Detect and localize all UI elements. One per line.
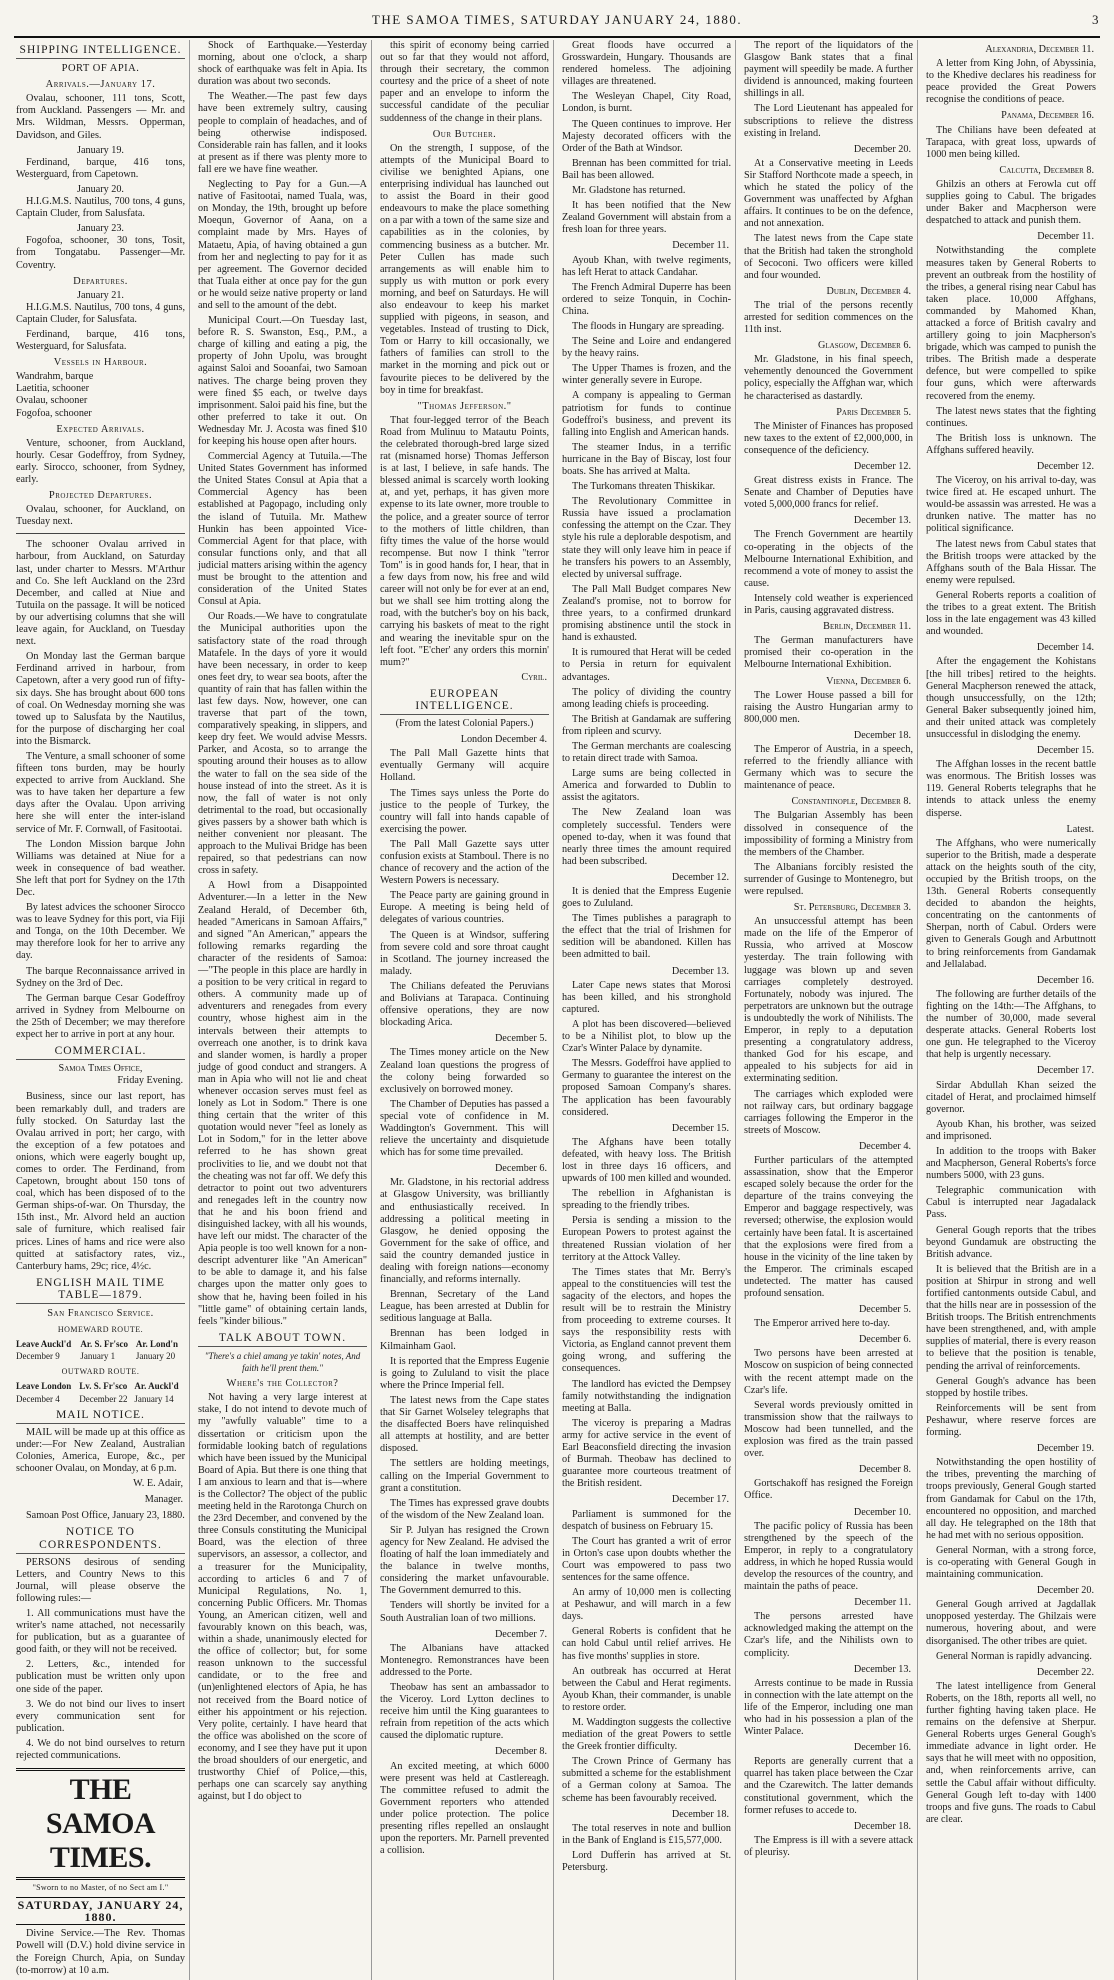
- correspondents-rule: PERSONS desirous of sending Letters, and Country News to this Journal, will please observe the following rules:—: [16, 1556, 185, 1604]
- local-news-paragraph: A Howl from a Disappointed Adventurer.—In a letter in the New Zealand Herald, of December 6th, headed "Americans in Samoan Affairs," and signed "An American," appears the following remarks regarding the character of the residents of Samoa:—"The people in this place are hardly in a position to be very critical in regard to others. A community made up of adventurers and renegades from every country, whose highest aim in the intervals between their attempts to overreach one another, is to drink kava and slander women, is hardly a proper judge of good conduct and strangers. A man in Apia who will not lie and cheat whenever occasion serves must feel as lonely as Lot in Sodom." There is one thing certain that the writer of this quotation would never "feel as lonely as Lot in Sodom," for in the letter above referred to he has shown great proclivities to lie, and we doubt not that the cheating was not far off. We defy this detractor to point out two adventurers and renegades left in the country now that he and his boon friend and disinguished lackey, with all his wounds, have left our midst. The character of the Apia people is too well known for a non-descript adventurer like "An American" to be able to damage it, and his false charges upon the matter only goes to show that he, having been foiled in his "little game" of obtaining certain lands, feels "kinder bilious.": [198, 880, 367, 1327]
- news-item: The Chilians have been defeated at Tarapaca, with great loss, upwards of 1000 men being killed.: [926, 124, 1096, 160]
- news-item: The Affghan losses in the recent battle was enormous. The British losses was 119. General Roberts telegraphs that he intends to attack unless the enemy disperse.: [926, 759, 1096, 819]
- news-item: Large sums are being collected in America and forwarded to Dublin to assist the agitators.: [562, 768, 731, 804]
- date-line: December 8.: [858, 1464, 911, 1476]
- news-item: Mr. Gladstone, in his final speech, vehemently denounced the Government policy, especially the Affghan war, which he characterised as dastardly.: [744, 354, 913, 402]
- arrival-entry: H.I.G.M.S. Nautilus, 700 tons, 4 guns, Captain Cluder, from Salusfata.: [16, 196, 185, 220]
- news-item: The settlers are holding meetings, calling on the Imperial Government to grant a constitution.: [380, 1458, 549, 1494]
- departure-entry: H.I.G.M.S. Nautilus, 700 tons, 4 guns, Captain Cluder, for Salusfata.: [16, 301, 185, 325]
- outward-table: [16, 1380, 185, 1404]
- news-item: The Albanians have attacked Montenegro. Remonstrances have been addressed to the Porte.: [380, 1642, 549, 1678]
- news-item: The Pall Mall Gazette says utter confusion exists at Stamboul. There is no chance of recovery and the action of the Western Powers is necessary.: [380, 838, 549, 887]
- local-news-paragraph: Neglecting to Pay for a Gun.—A native of Fasitootai, named Tuala, was, on Monday, the 19th, brought up before Moequn, Governor of Aana, on a complaint made by Mrs. Hayes of Mataetu, Apia, of having obtained a gun from her and neglecting to pay for it as per agreement. The Governor decided that Tuala either at once pay for the gun or he would seize native property or land and sell to the amount of the debt.: [198, 179, 367, 311]
- correspondents-heading: NOTICE TO CORRESPONDENTS.: [16, 1526, 185, 1553]
- news-item: The carriages which exploded were not railway cars, but ordinary baggage carriages following the Emperor in the streets of Moscow.: [744, 1088, 913, 1136]
- arrival-entry: Fogofoa, schooner, 30 tons, Tosit, from Tongatabu. Passenger—Mr. Coventry.: [16, 235, 185, 271]
- shipping-paragraph: The barque Reconnaissance arrived in Sydney on the 3rd of Dec.: [16, 965, 185, 989]
- date-line: December 13.: [853, 515, 911, 527]
- news-item: The Queen continues to improve. Her Majesty decorated officers with the Order of the Bath at Windsor.: [562, 118, 731, 154]
- news-item: The British at Gandamak are suffering from ripleen and scurvy.: [562, 713, 731, 737]
- date-line: December 13.: [853, 1663, 911, 1675]
- commercial-heading: COMMERCIAL.: [16, 1045, 185, 1060]
- date-line: December 22.: [1036, 1666, 1094, 1678]
- news-item: Notwithstanding the open hostility of the tribes, preventing the marching of troops previously, General Gough started from Gandamak for Cabul on the 17th, encountered no opposition, and marched all day. He telegraphed on the 18th that he had met with no serious opposition.: [926, 1457, 1096, 1541]
- news-item: The Times publishes a paragraph to the effect that the trial of Irishmen for sedition will be abandoned. Killen has been admitted to bail.: [562, 913, 731, 961]
- news-item: At a Conservative meeting in Leeds Sir Stafford Northcote made a speech, in which he stated the policy of the Government was unaffected by Afghan affairs. It continues to be on the defence, and not annexation.: [744, 157, 913, 230]
- date-line: January 21.: [77, 289, 124, 301]
- butcher-heading: Our Butcher.: [432, 128, 497, 140]
- news-item: The Empress is ill with a severe attack of pleurisy.: [744, 1834, 913, 1858]
- date-line: December 14.: [1036, 642, 1094, 654]
- homeward-heading: HOMEWARD ROUTE.: [57, 1325, 144, 1335]
- news-item: It is rumoured that Herat will be ceded to Persia in return for equivalent advantages.: [562, 647, 731, 683]
- shipping-heading: SHIPPING INTELLIGENCE.: [16, 44, 185, 59]
- date-line: December 7.: [494, 1628, 547, 1640]
- date-line: December 11.: [854, 1597, 911, 1609]
- news-item: The British loss is unknown. The Affghans suffered heavily.: [926, 432, 1096, 456]
- commercial-paragraph: Business, since our last report, has been remarkably dull, and traders are fully stocked. On Saturday last the Ovalau arrived in port; her cargo, with the exception of a few potatoes and onions, which were eagerly bought up, comes to order. The Ferdinand, from Capetown, brought about 150 tons of coal, which has been disposed of to the German ships-of-war. On Thursday, the 15th inst., Mr. Alvord held an auction sale of furniture, which realised fair prices. Lines of hams and rice were also quitted at satisfactory rates, viz., Canterbury hams, 29c; rice, 4½c.: [16, 1091, 185, 1272]
- date-line: December 5.: [494, 1033, 547, 1045]
- date-line: December 12.: [671, 871, 729, 883]
- news-item: The Pall Mall Budget compares New Zealand's promise, not to borrow for three years, to a confirmed drunkard promising abstinence until the stock in hand is exhausted.: [562, 583, 731, 644]
- news-item: Reinforcements will be sent from Peshawur, where reserve forces are forming.: [926, 1402, 1096, 1439]
- collector-paragraph-cont: this spirit of economy being carried out so far that they would not afford, through their secretary, the common courtesy and the price of a sheet of note paper and an envelope to inform the successful candidate of the peculiar suddenness of the change in their plans.: [380, 40, 549, 124]
- news-item: The Revolutionary Committee in Russia have issued a proclamation confessing the attempt on the Czar. They style his rule a deplorable despotism, and state they will only leave him in peace if he transfers his powers to an Assembly, elected by universal suffrage.: [562, 496, 731, 580]
- date-line: December 15.: [1036, 745, 1094, 757]
- harbour-vessel: Wandrahm, barque: [16, 371, 94, 383]
- news-item: The floods in Hungary are spreading.: [572, 320, 725, 332]
- news-item: The Wesleyan Chapel, City Road, London, is burnt.: [562, 91, 731, 115]
- date-line: December 18.: [671, 1808, 729, 1820]
- date-line: December 20.: [1036, 1585, 1094, 1597]
- divine-service-notice: Divine Service.—The Rev. Thomas Powell will (D.V.) hold divine service in the Foreign Church, Apia, on Sunday (to-morrow) at 10 a.m.: [16, 1928, 185, 1976]
- column-4: [560, 40, 736, 1980]
- news-item: Great floods have occurred a Grosswardein, Hungary. Thousands are rendered homeless. The adjoining villages are threatened.: [562, 40, 731, 88]
- news-item: General Gough reports that the tribes beyond Gundamuk are obstructing the British advance.: [926, 1224, 1096, 1260]
- mail-signature: W. E. Adair,: [133, 1478, 183, 1490]
- table-cell: Ar. Auckl'd: [134, 1381, 179, 1392]
- paper-motto: "Sworn to no Master, of no Sect am I.": [32, 1883, 169, 1893]
- arrivals-heading: Arrivals.—January 17.: [45, 79, 156, 91]
- news-item: Tenders will shortly be invited for a South Australian loan of two millions.: [380, 1600, 549, 1624]
- news-item: Several words previously omitted in transmission show that the railways to Moscow had been tunnelled, and the explosion was fired as the train passed over.: [744, 1399, 913, 1460]
- news-item: General Roberts is confident that he can hold Cabul until relief arrives. He has five months' supplies in store.: [562, 1626, 731, 1662]
- outward-heading: OUTWARD ROUTE.: [61, 1367, 140, 1377]
- news-item: The policy of dividing the country among leading chiefs is proceeding.: [562, 686, 731, 710]
- table-cell: Ar. Lond'n: [135, 1339, 179, 1350]
- news-item: The pacific policy of Russia has been strengthened by the speech of the Emperor, in reply to a congratulatory address, in which he hoped Russia would develop the resources of the country, and maintain the paths of peace.: [744, 1520, 913, 1593]
- date-line: December 17.: [671, 1494, 729, 1506]
- news-item: The Times says unless the Porte do justice to the people of Turkey, the country will fall into hands capable of exercising the power.: [380, 787, 549, 835]
- date-line: Alexandria, December 11.: [985, 44, 1094, 55]
- news-item: The total reserves in note and bullion in the Bank of England is £15,577,000.: [562, 1822, 731, 1846]
- date-line: Glasgow, December 6.: [818, 340, 911, 352]
- date-line: January 20.: [77, 183, 124, 195]
- arrival-entry: Ferdinand, barque, 416 tons, Westerguard, from Capetown.: [16, 156, 185, 180]
- port-heading: PORT OF APIA.: [61, 63, 140, 75]
- date-line: Panama, December 16.: [1001, 110, 1094, 122]
- news-item: The latest news from the Cape states that Sir Garnet Wolseley telegraphs that the disaffected Boers have relinquished all attempts at hostility, and are better disposed.: [380, 1394, 549, 1455]
- collector-paragraph: Not having a very large interest at stake, I do not intend to devote much of my "awfully valuable" time to a dissertation or criticism upon the formidable looking batch of regulations which have been issued by the Municipal Board of Apia. But there is one thing that I am anxious to learn and that is—where is the Collector? The object of the public meeting held in the Rarotonga Church on the 23rd December, and convened by the three Consuls constituting the Municipal Board, was the election of three supervisors, an assessor, a collector, and a treasurer for the Municipality, according to articles 6 and 7 of Municipal Regulations, No. 1, concerning Public Officers. Mr. Thomas Young, an American citizen, well and favourably known on this beach, was, within a shade, unanimously elected for the office of collector; but, for some reason unknown to the successful candidate, or to the free and (un)enlightened electors of Apia, he has not received from the Board notice of either his appointment or his rejection. Very polite, certainly. I have heard that the office was abolished on the score of economy, and I see they have put it upon the broad shoulders of our energetic, and trustworthy Chief of Police,—this, perhaps one can scarcely say anything against, but I do object to: [198, 1392, 367, 1803]
- news-item: The Affghans, who were numerically superior to the British, made a desperate attack on the heights south of the city, occupied by the British troops, on the 13th. General Roberts consequently decided to abandon the heights, concentrating on the cantonments of Sherpan, north of Cabul. Orders were given to Generals Gough and Arbuttnott to bring reinforcements from Gandamak and Jellalabad.: [926, 837, 1096, 970]
- date-line: December 5.: [858, 1304, 911, 1316]
- news-item: The viceroy is preparing a Madras army for active service in the event of Earl Beaconsfield directing the invasion of Burmah. Theobaw has declined to guarantee more courteous treatment of the British resident.: [562, 1417, 731, 1490]
- news-item: General Norman, with a strong force, is co-operating with General Gough in maintaining communication.: [926, 1544, 1096, 1581]
- news-item: An excited meeting, at which 6000 were present was held at Castlereagh. The committee refused to admit the Government reporters who attended under police protection. The police presenting rifles repelled an onslaught upon the reporters. Mr. Parnell prevented a collision.: [380, 1760, 549, 1857]
- news-item: An outbreak has occurred at Herat between the Cabul and Herat regiments. Ayoub Khan, their commander, is unable to restore order.: [562, 1665, 731, 1713]
- news-item: The Seine and Loire and endangered by the heavy rains.: [562, 336, 731, 360]
- news-item: The Albanians forcibly resisted the surrender of Gusinge to Montenegro, but were repulsed.: [744, 861, 913, 897]
- news-item: The Afghans have been totally defeated, with heavy loss. The British lost in three days 16 officers, and upwards of 100 men killed and wounded.: [562, 1136, 731, 1185]
- date-line: Vienna, December 6.: [826, 675, 911, 687]
- news-item: General Norman is rapidly advancing.: [936, 1650, 1092, 1662]
- news-item: General Gough arrived at Jagdallak unopposed yesterday. The Ghilzais were numerous, hovering about, and were disorganised. The other tribes are quiet.: [926, 1599, 1096, 1647]
- news-item: Mr. Gladstone has returned.: [572, 185, 686, 197]
- sf-service: San Francisco Service.: [47, 1308, 154, 1319]
- date-line: December 12.: [1036, 461, 1094, 472]
- harbour-heading: Vessels in Harbour.: [53, 357, 148, 369]
- date-line: London December 4.: [460, 734, 547, 746]
- date-line: December 17.: [1036, 1065, 1094, 1077]
- news-item: A letter from King John, of Abyssinia, to the Khedive declares his readiness for peace provided the Great Powers recognise the conditions of peace.: [926, 58, 1096, 106]
- european-source: (From the latest Colonial Papers.): [395, 718, 534, 730]
- departure-entry: Ferdinand, barque, 416 tons, Westerguard, for Salusfata.: [16, 328, 185, 353]
- news-item: The French Admiral Duperre has been ordered to seize Tonquin, in Cochin-China.: [562, 281, 731, 317]
- signature: Cyril.: [521, 671, 547, 683]
- news-item: The Chamber of Deputies has passed a special vote of confidence in M. Waddington's Government. This will relieve the uncertainty and disquietude which has for some time prevailed.: [380, 1098, 549, 1159]
- news-item: Great distress exists in France. The Senate and Chamber of Deputies have voted 5,000,000 francs for relief.: [744, 475, 913, 511]
- date-line: Berlin, December 11.: [823, 621, 911, 633]
- column-2: [196, 40, 372, 1980]
- news-item: An army of 10,000 men is collecting at Peshawur, and will march in a few days.: [562, 1587, 731, 1623]
- news-item: The latest news from Cabul states that the British troops were attacked by the Affghans south of the Bala Hissar. The enemy were repulsed.: [926, 538, 1096, 586]
- columns: [14, 40, 1100, 1976]
- news-item: An unsuccessful attempt has been made on the life of the Emperor of Russia, who arrived at Moscow yesterday. The train following with luggage was blown up and seven carriages completely destroyed. Fortunately, nobody was injured. The perpetrators are unknown but the outrage is undoubtedly the work of Nihilists. The Emperor, in reply to a deputation presenting a congratulatory address, thanked God for his escape, and appealed to his subjects for aid in exterminating sedition.: [744, 916, 913, 1085]
- date-line: December 4.: [858, 1140, 911, 1152]
- paper-name: THE SAMOA TIMES.: [16, 1768, 185, 1880]
- issue-date: SATURDAY, JANUARY 24, 1880.: [17, 1898, 184, 1925]
- homeward-table: [16, 1338, 185, 1362]
- jefferson-paragraph: That four-legged terror of the Beach Road from Mulinuu to Matautu Points, the celebrated thorough-bred large sized rat (misnamed horse) Thomas Jefferson is at last, I believe, in safe hands. The blessed animal is scarcely worth looking at, and yet, perhaps, it has given more expense to its late owner, more trouble to the police, and a greater source of terror to the mothers of little children, than fifty times the value of the horse would recompense. But now I think "terror Tom" is in good hands for, I hear, that in a few days from now, his free and wild career will not only be for ever at an end, but we shall see him trotting along the road, with the butcher's boy on his back, carrying his baskets of meat to the right and wearing the inevitable spur on the left foot. "E'cher' any orders this mornin' mum?": [380, 414, 549, 668]
- date-line: December 10.: [853, 1506, 911, 1518]
- masthead-title: THE SAMOA TIMES, SATURDAY JANUARY 24, 1880.: [371, 12, 743, 27]
- news-item: Ghilzis an others at Ferowla cut off supplies going to Cabul. The brigades under Baker and Macpherson were despatched to attack and punish them.: [926, 178, 1096, 227]
- table-cell: Lv. S. Fr'sco: [79, 1381, 128, 1392]
- news-item: Two persons have been arrested at Moscow on suspicion of being connected with the recent attempt made on the Czar's life.: [744, 1348, 913, 1396]
- mail-table-heading: ENGLISH MAIL TIME TABLE—1879.: [16, 1277, 185, 1304]
- date-line: December 15.: [671, 1122, 729, 1134]
- news-item: After the engagement the Kohistans [the hill tribes] retired to the heights. General Macpherson renewed the attack, though unsuccessfully, on the 12th; General Baker subsequently joined him, and their united attack was completely unsuccessful in dislodging the enemy.: [926, 656, 1096, 740]
- news-item: The Bulgarian Assembly has been dissolved in consequence of the impossibility of forming a Ministry from the members of the Chamber.: [744, 810, 913, 858]
- projected-entry: Ovalau, schooner, for Auckland, on Tuesday next.: [16, 504, 185, 528]
- harbour-vessel: Fogofoa, schooner: [16, 407, 92, 419]
- news-item: The Emperor of Austria, in a speech, referred to the friendly alliance with Germany which was to secure the maintenance of peace.: [744, 743, 913, 792]
- date-line: December 6.: [494, 1163, 547, 1175]
- news-item: The Times states that Mr. Berry's appeal to the constituencies will test the sagacity of the electors, and hopes the result will be to restrain the Ministry from proceeding to extreme courses. It says the responsibility rests with Victoria, as England cannot prevent them going wrong, and suffering the consequences.: [562, 1266, 731, 1375]
- expected-heading: Expected Arrivals.: [56, 423, 145, 435]
- news-item: M. Waddington suggests the collective mediation of the great Powers to settle the Greek frontier difficulty.: [562, 1717, 731, 1753]
- news-item: Later Cape news states that Morosi has been killed, and his stronghold captured.: [562, 979, 731, 1015]
- news-item: The latest news states that the fighting continues.: [926, 405, 1096, 429]
- news-item: Ayoub Khan, with twelve regiments, has left Herat to attack Candahar.: [562, 254, 731, 278]
- collector-heading: Where's the Collector?: [226, 1378, 339, 1390]
- date-line: December 11.: [672, 240, 729, 252]
- table-cell: Ar. S. Fr'sco: [80, 1339, 129, 1350]
- correspondents-rule: 2. Letters, &c., intended for publication must be written only upon one side of the paper.: [16, 1659, 185, 1695]
- table-cell: December 22: [79, 1393, 128, 1404]
- shipping-paragraph: The Venture, a small schooner of some fifteen tons burden, may be hourly expected to arrive from Auckland. She was to have taken her departure a few days after the Ovalau. Upon arriving here she will enter the inter-island service of Mr. F. Cornwall, of Fasitootai.: [16, 750, 185, 835]
- news-item: Further particulars of the attempted assassination, show that the Emperor escaped solely because the order for the departure of the trains conveying the Emperor and baggage respectively, was reversed; otherwise, the explosion would certainly have been fatal. It is ascertained that the explosions were fired from a house in the vicinity of the line taken by the Emperor. The criminals escaped undetected. The matter has caused profound sensation.: [744, 1154, 913, 1299]
- news-item: The Peace party are gaining ground in Europe. A meeting is being held of delegates of various countries.: [380, 890, 549, 926]
- date-line: January 23.: [77, 223, 124, 235]
- news-item: The latest intelligence from General Roberts, on the 18th, reports all well, no further fighting having taken place. He remains on the defensive at Sherpur. General Roberts urges General Gough's immediate advance in light order. He says that he will meet with no opposition, and, when reinforcements arrive, can settle the Cabul affair without difficulty. General Gough left to-day with 1400 troops and five guns. The roads to Cabul are clear.: [926, 1680, 1096, 1825]
- projected-heading: Projected Departures.: [48, 490, 153, 502]
- news-item: The Times money article on the New Zealand loan questions the progress of the colony being forwarded so exclusively on borrowed money.: [380, 1047, 549, 1095]
- news-item: The German merchants are coalescing to retain direct trade with Samoa.: [562, 740, 731, 765]
- news-item: The latest news from the Cape state that the British had taken the stronghold of Secoconi. Two officers were killed and four wounded.: [744, 233, 913, 281]
- talk-heading: TALK ABOUT TOWN.: [198, 1332, 367, 1347]
- shipping-paragraph: The London Mission barque John Williams was detained at Niue for a week in consequence of bad weather. She left that port for Sydney on the 17th Dec.: [16, 838, 185, 898]
- news-item: Parliament is summoned for the despatch of business on February 15.: [562, 1508, 731, 1532]
- news-item: The New Zealand loan was completely successful. Tenders were opened to-day, when it was found that nearly three times the amount required had been subscribed.: [562, 807, 731, 867]
- office-line: Samoa Times Office,: [58, 1063, 143, 1075]
- table-cell: January 14: [134, 1393, 174, 1404]
- news-item: The Court has granted a writ of error in Orton's case upon doubts whether the Court was empowered to pass two sentences for the same offence.: [562, 1535, 731, 1583]
- news-item: The Messrs. Godeffroi have applied to Germany to guarantee the interest on the proposed Samoan Company's shares. The application has been favourably considered.: [562, 1058, 731, 1118]
- local-news-paragraph: The Weather.—The past few days have been extremely sultry, causing people to complain of headaches, and of being otherwise indisposed. Considerable rain has fallen, and it looks at present as if there was plenty more to fall ere we have fine weather.: [198, 91, 367, 175]
- mail-post-office: Samoan Post Office, January 23, 1880.: [26, 1510, 185, 1522]
- news-item: The Lord Lieutenant has appealed for subscriptions to relieve the distress existing in Ireland.: [744, 103, 913, 139]
- local-news-paragraph: Commercial Agency at Tutuila.—The United States Government has informed the United States Consul at Apia that a Commercial Agency has been established at Pagopago, including only the island of Tutuila. Mr. Mathew Hunkin has been appointed Vice-Commercial Agent for that place, with consular functions only, and that all judicial matters arising within the agency must be brought to the attention and consideration of the United States Consul at Apia.: [198, 451, 367, 608]
- table-cell: January 1: [80, 1351, 116, 1362]
- news-item: The German manufacturers have promised their co-operation in the Melbourne International Exhibition.: [744, 635, 913, 671]
- news-item: Brennan, Secretary of the Land League, has been arrested at Dublin for seditious language at Balla.: [380, 1289, 549, 1325]
- news-item: Persia is sending a mission to the European Powers to protest against the threatened Russian violation of her territory at the Attock Valley.: [562, 1215, 731, 1263]
- table-cell: Leave Auckl'd: [16, 1339, 72, 1350]
- date-line: December 20.: [853, 143, 911, 155]
- date-line: December 13.: [671, 965, 729, 977]
- news-item: The steamer Indus, in a terrific hurricane in the Bay of Biscay, lost four boats. She has arrived at Malta.: [562, 441, 731, 477]
- local-news-paragraph: Shock of Earthquake.—Yesterday morning, about one o'clock, a sharp shock of earthquake was felt in Apia. Its duration was about two seconds.: [198, 40, 367, 88]
- date-line: Constantinople, December 8.: [791, 796, 911, 808]
- date-line: December 16.: [1036, 974, 1094, 986]
- date-line: December 8.: [494, 1746, 547, 1758]
- news-item: Ayoub Khan, his brother, was seized and imprisoned.: [926, 1118, 1096, 1142]
- correspondents-rule: 1. All communications must have the writer's name attached, not necessarily for publication, but as a guarantee of good faith, or they will not be received.: [16, 1607, 185, 1656]
- news-item: It has been notified that the New Zealand Government will abstain from a fresh loan for three years.: [562, 200, 731, 236]
- news-item: Sirdar Abdullah Khan seized the citadel of Herat, and proclaimed himself governor.: [926, 1079, 1096, 1115]
- date-line: Dublin, December 4.: [826, 285, 911, 297]
- page-number: 3: [1092, 12, 1100, 27]
- news-item: The Turkomans threaten Thiskikar.: [572, 481, 715, 493]
- mail-notice-text: MAIL will be made up at this office as under:—For New Zealand, Australian Colonies, America, Europe, &c., per schooner Ovalau, on Monday, at 6 p.m.: [16, 1426, 185, 1475]
- news-item: Arrests continue to be made in Russia in connection with the late attempt on the life of the Emperor, including one man who had in his possession a plan of the Winter Palace.: [744, 1677, 913, 1738]
- news-item: The persons arrested have acknowledged making the attempt on the Czar's life, and the Nihilists own to complicity.: [744, 1611, 913, 1659]
- date-line: December 18.: [853, 729, 911, 741]
- column-1: [14, 40, 190, 1980]
- news-item: The Pall Mall Gazette hints that eventually Germany will acquire Holland.: [380, 748, 549, 784]
- news-item: Telegraphic communication with Cabul is interrupted near Jagadalack Pass.: [926, 1185, 1096, 1221]
- news-item: General Gough's advance has been stopped by hostile tribes.: [926, 1375, 1096, 1399]
- shipping-paragraph: By latest advices the schooner Sirocco was to leave Sydney for this port, via Fiji and Tonga, on the 10th December. We may therefore look for her to arrive any day.: [16, 902, 185, 962]
- news-item: The French Government are heartily co-operating in the objects of the Melbourne International Exhibition, and recommend a vote of money to assist the cause.: [744, 529, 913, 589]
- date-line: December 16.: [853, 1742, 911, 1754]
- latest-line: Latest.: [1066, 823, 1094, 835]
- news-item: Theobaw has sent an ambassador to the Viceroy. Lord Lytton declines to receive him until the King guarantees to refrain from repetition of the acts which caused the diplomatic rupture.: [380, 1682, 549, 1742]
- news-item: Gortschakoff has resigned the Foreign Office.: [744, 1478, 913, 1502]
- news-item: Reports are generally current that a quarrel has taken place between the Czar and the Czarewitch. The latter demands constitutional government, which the former refuses to accede to.: [744, 1756, 913, 1816]
- news-item: It is reported that the Empress Eugenie is going to Zululand to visit the place where the Prince Imperial fell.: [380, 1355, 549, 1391]
- news-item: The Crown Prince of Germany has submitted a scheme for the establishment of a German colony at Samoa. The scheme has been favourably received.: [562, 1756, 731, 1804]
- news-item: The Minister of Finances has proposed new taxes to the extent of £2,000,000, in consequence of the deficiency.: [744, 420, 913, 456]
- date-line: Calcutta, December 8.: [999, 164, 1094, 176]
- news-item: The report of the liquidators of the Glasgow Bank states that a final payment will speedily be made. A further dividend is announced, making fourteen shillings in all.: [744, 40, 913, 100]
- date-line: St. Petersburg, December 3.: [793, 902, 911, 914]
- correspondents-rule: 3. We do not bind our lives to insert every communication sent for publication.: [16, 1698, 185, 1734]
- date-line: December 12.: [853, 461, 911, 472]
- news-item: The Emperor arrived here to-day.: [754, 1318, 890, 1330]
- date-line: December 11.: [1037, 231, 1094, 243]
- table-cell: December 9: [16, 1351, 60, 1362]
- news-item: Notwithstanding the complete measures taken by General Roberts to prevent an outbreak from the hostility of the tribes, a general rising near Cabul has taken place. 10,000 Affghans, commanded by Mahomed Khan, attacked a force of British cavalry and artillery going to join Macpherson's brigade, which was camped to punish the tribes. The British made a desperate defence, but were compelled to spike four guns, which were afterwards recovered from the enemy.: [926, 245, 1096, 402]
- news-item: The following are further details of the fighting on the 14th:—The Affghans, to the number of 30,000, made several desperate attacks. General Roberts lost one gun. He telegraphed to the Viceroy that help is urgently necessary.: [926, 988, 1096, 1061]
- jefferson-heading: "Thomas Jefferson.": [417, 400, 512, 412]
- harbour-vessel: Ovalau, schooner: [16, 395, 88, 407]
- news-item: The Queen is at Windsor, suffering from severe cold and sore throat caught in Scotland. The journey increased the malady.: [380, 929, 549, 977]
- harbour-vessel: Laetitia, schooner: [16, 383, 89, 395]
- news-item: General Roberts reports a coalition of the tribes to a great extent. The British loss in the late engagement was 43 killed and wounded.: [926, 589, 1096, 638]
- date-line: Paris December 5.: [836, 406, 911, 418]
- shipping-paragraph: The schooner Ovalau arrived in harbour, from Auckland, on Saturday last, under charter to Messrs. M'Arthur and Co. She left Auckland on the 23rd December, and called at Niue and Tutuila on the passage. It will be noticed by our advertising columns that she will leave again, for Auckland, on Tuesday next.: [16, 539, 185, 648]
- news-item: A company is appealing to German patriotism for funds to continue Godeffroi's business, and prevent its falling into English and American hands.: [562, 390, 731, 438]
- table-cell: January 20: [135, 1351, 176, 1362]
- mail-notice-heading: MAIL NOTICE.: [16, 1409, 185, 1424]
- news-item: In addition to the troops with Baker and Macpherson, General Roberts's force numbers 5000, with 23 guns.: [926, 1145, 1096, 1182]
- table-cell: Leave London: [16, 1381, 72, 1392]
- news-item: Sir P. Julyan has resigned the Crown agency for New Zealand. He advised the floating of half the loan immediately and the balance in twelve months, considering the market unfavourable. The Government demurred to this.: [380, 1524, 549, 1597]
- news-item: Brennan has been lodged in Kilmainham Gaol.: [380, 1328, 549, 1352]
- news-item: It is denied that the Empress Eugenie goes to Zululand.: [562, 886, 731, 910]
- expected-entry: Venture, schooner, from Auckland, hourly. Cesar Godeffroy, from Sydney, early. Sirocco, schooner, from Sydney, early.: [16, 437, 185, 485]
- date-line: December 18.: [853, 1820, 911, 1832]
- news-item: It is believed that the British are in a position at Shirpur in strong and well fortified cantonments outside Cabul, and that the hills near are in possession of the British troops. The British entrenchments have been strengthened, and, with ample supplies of material, there is every reason to believe that the position is tenable, pending the arrival of reinforcements.: [926, 1263, 1096, 1372]
- shipping-paragraph: On Monday last the German barque Ferdinand arrived in harbour, from Capetown, after a very good run of fifty-six days. She has brought about 600 tons of coal. On Wednesday morning she was towed up to Salusfata by the Nautilus, for the purpose of discharging her coal into the Bismarck.: [16, 651, 185, 747]
- departures-heading: Departures.: [73, 275, 128, 287]
- news-item: The trial of the persons recently arrested for sedition commences on the 11th inst.: [744, 299, 913, 336]
- talk-verse: "There's a chiel amang ye takin' notes, And faith he'll prent them.": [204, 1350, 361, 1374]
- news-item: Brennan has been committed for trial. Bail has been allowed.: [562, 157, 731, 181]
- correspondents-rule: 4. We do not bind ourselves to return rejected communications.: [16, 1737, 185, 1761]
- news-item: The Lower House passed a bill for raising the Austro Hungarian army to 800,000 men.: [744, 689, 913, 725]
- date-line: January 19.: [77, 144, 124, 156]
- masthead: [14, 6, 1100, 38]
- shipping-paragraph: The German barque Cesar Godeffroy arrived in Sydney from Melbourne on the 25th of December; we may therefore expect her to arrive in port at any hour.: [16, 992, 185, 1041]
- news-item: The Chilians defeated the Peruvians and Bolivians at Tarapaca. Continuing offensive operations, they are now blockading Arica.: [380, 980, 549, 1029]
- news-item: Lord Dufferin has arrived at St. Petersburg.: [562, 1849, 731, 1874]
- news-item: The Viceroy, on his arrival to-day, was twice fired at. He escaped unhurt. The would-be assassin was arrested. He was a drunken native. The matter has no political significance.: [926, 475, 1096, 535]
- column-5: [742, 40, 918, 1980]
- local-news-paragraph: Our Roads.—We have to congratulate the Municipal authorities upon the satisfactory state of the road through Matafele. In the days of yore it would have been necessary, in order to keep ones feet dry, to wear sea boots, after the quantity of rain that has fallen within the last few days. Now, however, one can traverse that part of the town, comparatively speaking, in slippers, and keep dry feet. We would advise Messrs. Parker, and Acosta, so to arrange the spouting around their houses as to allow the water to fall on the sea side of the house instead of into the street. As it is now, the fall of water is not only detrimental to the road, but occasionally gives passers by a shower bath which is neither convenient nor pleasant. The approach to the Mulivai Bridge has been repaired, so that pedestrians can now cross in safety.: [198, 611, 367, 877]
- divider: [16, 533, 185, 534]
- mail-signature-title: Manager.: [144, 1494, 183, 1506]
- european-heading: EUROPEAN INTELLIGENCE.: [380, 688, 549, 715]
- news-item: Intensely cold weather is experienced in Paris, causing aggravated distress.: [744, 592, 913, 617]
- butcher-paragraph: On the strength, I suppose, of the attempts of the Municipal Board to civilise we benighted Apians, one enterprising individual has launched out to assist the Board in their good endeavours to make the place something on a par with a town of the same size and capabilities as in the colonies, by commencing business as a butcher. Mr. Peter Cullen has made such arrangements as will enable him to supply us with mutton or pork every morning, and beef on Saturdays. He will also endeavour to keep his market supplied with pigeons, in season, and vegetables. Instead of trusting to Dick, Tom or Harry to kill occasionally, we fathers of families can stroll to the market in the morning and pick out or favourite pieces to be delivered by the boy in time for breakfast.: [380, 142, 549, 396]
- column-6: [924, 40, 1100, 1980]
- date-line: December 6.: [858, 1334, 911, 1346]
- news-item: The Upper Thames is frozen, and the winter generally severe in Europe.: [562, 363, 731, 387]
- table-cell: December 4: [16, 1393, 60, 1404]
- office-line-2: Friday Evening.: [117, 1075, 183, 1087]
- date-line: December 19.: [1036, 1443, 1094, 1455]
- news-item: The Times has expressed grave doubts of the wisdom of the New Zealand loan.: [380, 1497, 549, 1521]
- local-news-paragraph: Municipal Court.—On Tuesday last, before R. S. Swanston, Esq., P.M., a charge of killing and eating a pig, the property of John Upolu, was brought against Saloi and Sooanfai, two Samoan natives. The charge being proven they were fined $5 each, or twelve days imprisonment. Saloi paid his fine, but the other preferred to take it out. On Wednesday Mr. J. Acosta was fined $10 for keeping his house open after hours.: [198, 315, 367, 447]
- news-item: Mr. Gladstone, in his rectorial address at Glasgow University, was brilliantly and enthusiastically received. In addressing a political meeting in Glasgow, he denied opposing the Government for the sake of office, and said the country demanded justice in dealing with foreign nations—economy financially, and reforms internally.: [380, 1177, 549, 1286]
- news-item: The landlord has evicted the Dempsey family notwithstanding the indignation meeting at Balla.: [562, 1378, 731, 1414]
- column-3: [378, 40, 554, 1980]
- arrival-entry: Ovalau, schooner, 111 tons, Scott, from Auckland. Passengers — Mr. and Mrs. Wildman, Messrs. Opperman, Davidson, and Giles.: [16, 93, 185, 141]
- news-item: A plot has been discovered—believed to be a Nihilist plot, to blow up the Czar's Winter Palace by dynamite.: [562, 1018, 731, 1055]
- news-item: The rebellion in Afghanistan is spreading to the friendly tribes.: [562, 1188, 731, 1212]
